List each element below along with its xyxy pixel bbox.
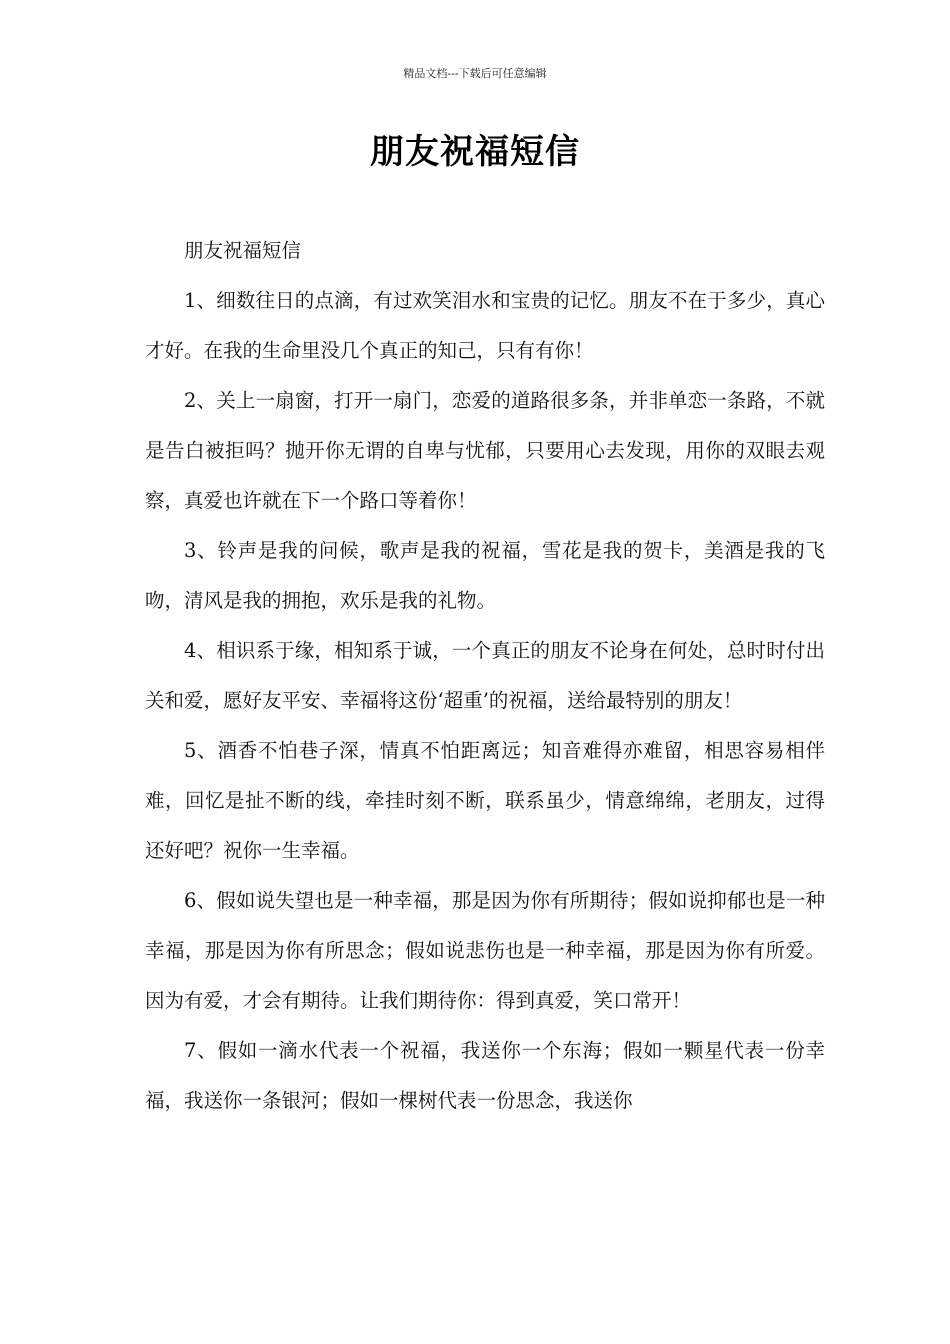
subtitle-paragraph: 朋友祝福短信 <box>184 239 302 262</box>
paragraph-4: 4、相识系于缘，相知系于诚，一个真正的朋友不论身在何处，总时时付出关和爱，愿好友平安、幸福将这份‘超重’的祝福，送给最特别的朋友！ <box>145 639 825 712</box>
paragraph-6: 6、假如说失望也是一种幸福，那是因为你有所期待；假如说抑郁也是一种幸福，那是因为你有所思念；假如说悲伤也是一种幸福，那是因为你有所爱。因为有爱，才会有期待。让我们期待你：得到真爱，笑口常开！ <box>145 889 825 1012</box>
paragraph-2: 2、关上一扇窗，打开一扇门，恋爱的道路很多条，并非单恋一条路，不就是告白被拒吗？抛开你无谓的自卑与忧郁，只要用心去发现，用你的双眼去观察，真爱也许就在下一个路口等着你！ <box>145 389 825 512</box>
paragraph-3: 3、铃声是我的问候，歌声是我的祝福，雪花是我的贺卡，美酒是我的飞吻，清风是我的拥抱，欢乐是我的礼物。 <box>145 539 825 612</box>
paragraph-1: 1、细数往日的点滴，有过欢笑泪水和宝贵的记忆。朋友不在于多少，真心才好。在我的生命里没几个真正的知己，只有有你！ <box>145 289 825 362</box>
document-title: 朋友祝福短信 <box>370 132 580 172</box>
header-note: 精品文档---下载后可任意编辑 <box>403 67 547 80</box>
document-body <box>145 226 825 1126</box>
paragraph-7: 7、假如一滴水代表一个祝福，我送你一个东海；假如一颗星代表一份幸福，我送你一条银河；假如一棵树代表一份思念，我送你 <box>145 1039 825 1112</box>
paragraph-5: 5、酒香不怕巷子深，情真不怕距离远；知音难得亦难留，相思容易相伴难，回忆是扯不断的线，牵挂时刻不断，联系虽少，情意绵绵，老朋友，过得还好吧？祝你一生幸福。 <box>145 739 825 862</box>
